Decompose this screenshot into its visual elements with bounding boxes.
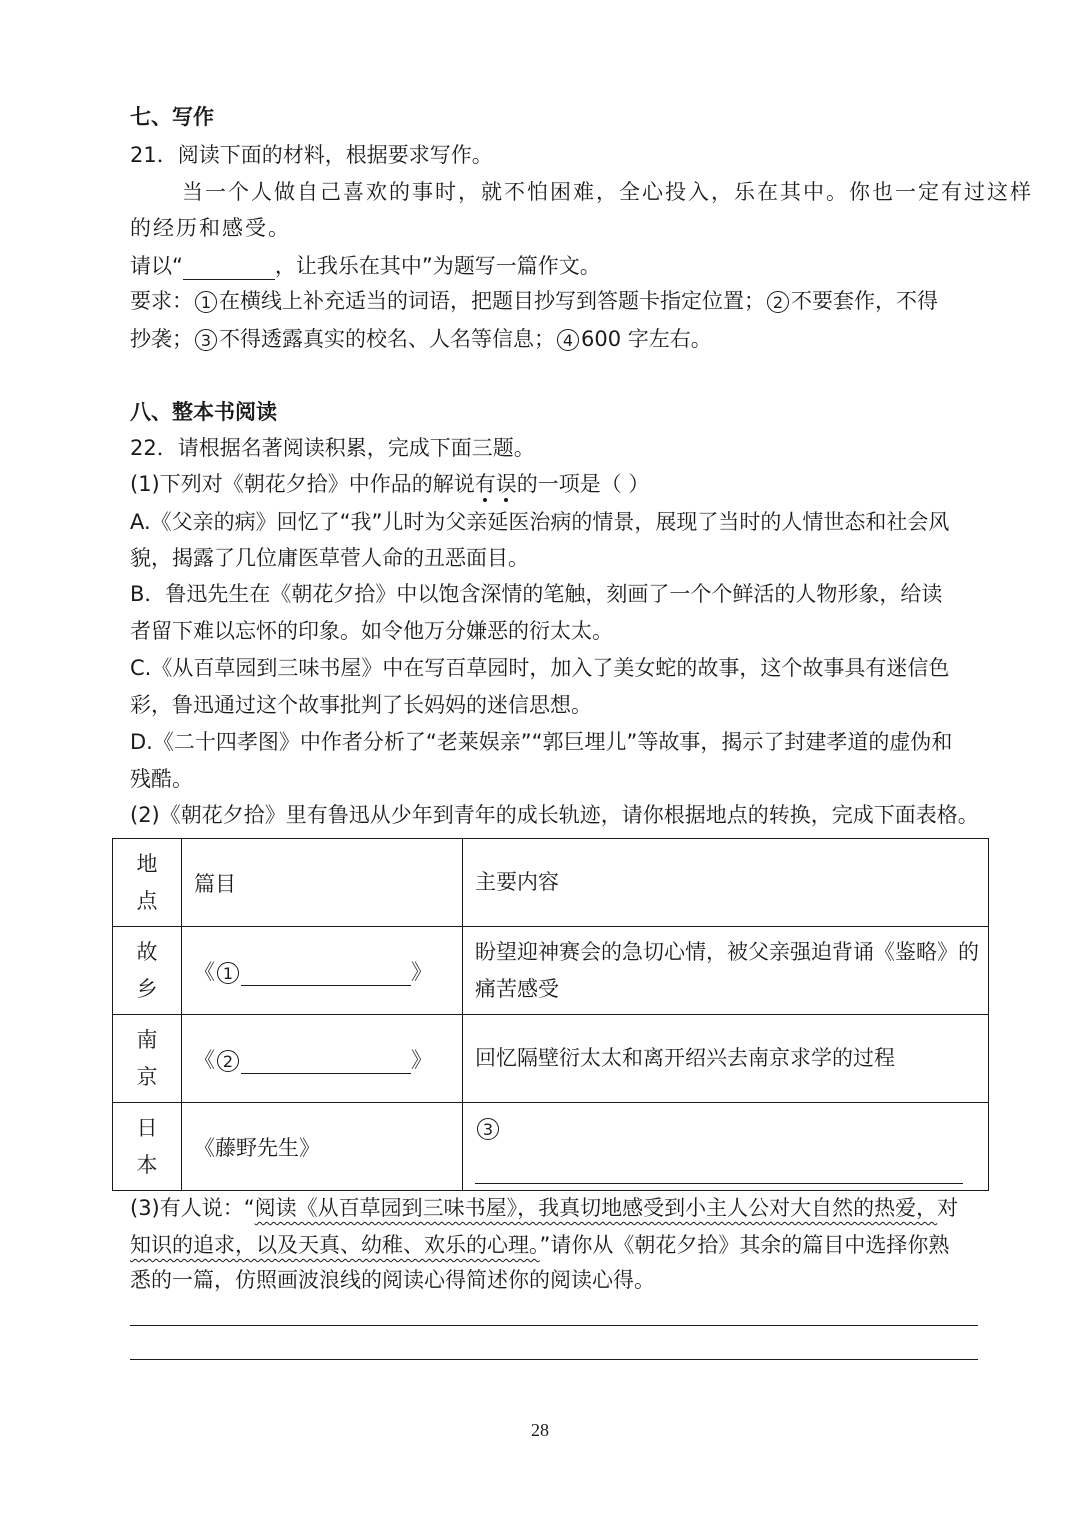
- circled-number-3: 3: [477, 1118, 499, 1140]
- option-b-line-2: 者留下难以忘怀的印象。如令他万分嫌恶的衍太太。: [130, 619, 613, 643]
- title-blank-2[interactable]: 《 2 》: [182, 1015, 463, 1103]
- question-21-stem: 21．阅读下面的材料，根据要求写作。: [130, 143, 493, 167]
- content-blank-3[interactable]: [463, 1103, 989, 1191]
- material-line-1: 当一个人做自己喜欢的事时，就不怕困难，全心投入，乐在其中。你也一定有过这样: [182, 180, 1033, 204]
- table-row: [113, 1103, 989, 1191]
- q3-tail-2: ”请你从《朝花夕拾》其余的篇目中选择你熟: [539, 1233, 950, 1257]
- sub-question-3-line-2: [130, 1231, 949, 1259]
- requirement-2-cont: 抄袭；: [130, 327, 193, 351]
- circled-number-3: 3: [195, 329, 217, 351]
- circled-number-4: 4: [557, 329, 579, 351]
- sub-question-2: (2)《朝花夕拾》里有鲁迅从少年到青年的成长轨迹，请你根据地点的转换，完成下面表格。: [130, 803, 979, 827]
- requirement-2: 不要套作，不得: [791, 289, 938, 313]
- essay-prompt: [130, 252, 601, 280]
- option-d-line-1: D.《二十四孝图》中作者分析了“老莱娱亲”“郭巨埋儿”等故事，揭示了封建孝道的虚伪和: [130, 730, 953, 754]
- option-a-line-2: 貌，揭露了几位庸医草菅人命的丑恶面目。: [130, 546, 529, 570]
- q3-prefix: (3)有人说：“: [130, 1196, 255, 1220]
- header-title: 篇目: [182, 839, 463, 927]
- growth-track-table: [112, 838, 989, 1191]
- prompt-suffix: ，让我乐在其中”为题写一篇作文。: [274, 254, 601, 278]
- answer-line-2[interactable]: [130, 1359, 978, 1360]
- q3-tail: 对: [937, 1196, 959, 1220]
- requirement-1: 在横线上补充适当的词语，把题目抄写到答题卡指定位置；: [219, 289, 765, 313]
- place-hometown: 故 乡: [113, 927, 182, 1015]
- table-header-row: [113, 839, 989, 927]
- option-c-line-1: C.《从百草园到三味书屋》中在写百草园时，加入了美女蛇的故事，这个故事具有迷信色: [130, 656, 950, 680]
- circled-number-2: 2: [217, 1050, 239, 1072]
- prompt-prefix: 请以“: [130, 254, 183, 278]
- question-22-stem: 22．请根据名著阅读积累，完成下面三题。: [130, 436, 535, 460]
- requirement-3: 不得透露真实的校名、人名等信息；: [219, 327, 555, 351]
- wavy-underlined-text: 阅读《从百草园到三味书屋》，我真切地感受到小主人公对大自然的热爱，: [254, 1196, 938, 1220]
- wavy-underlined-text: 知识的追求，以及天真、幼稚、欢乐的心理。: [130, 1233, 540, 1257]
- circled-number-1: 1: [217, 962, 239, 984]
- title-fujino: 《藤野先生》: [182, 1103, 463, 1191]
- sub-question-1: [130, 470, 649, 498]
- section-7-heading: 七、写作: [130, 105, 214, 129]
- option-b-line-1: B．鲁迅先生在《朝花夕拾》中以饱含深情的笔触，刻画了一个个鲜活的人物形象，给读: [130, 582, 943, 606]
- title-blank[interactable]: [183, 257, 275, 280]
- content-hometown: 盼望迎神赛会的急切心情，被父亲强迫背诵《鉴略》的 痛苦感受: [463, 927, 989, 1015]
- requirements-line-2: [130, 325, 712, 353]
- place-nanjing: 南 京: [113, 1015, 182, 1103]
- sub-question-3-line-3: 悉的一篇，仿照画波浪线的阅读心得简述你的阅读心得。: [130, 1268, 655, 1292]
- section-8-heading: 八、整本书阅读: [130, 400, 277, 424]
- requirements-line-1: [130, 287, 938, 315]
- option-a-line-1: A.《父亲的病》回忆了“我”儿时为父亲延医治病的情景，展现了当时的人情世态和社会风: [130, 510, 950, 534]
- circled-number-1: 1: [195, 291, 217, 313]
- sub-question-1-text: (1)下列对《朝花夕拾》中作品的解说: [130, 472, 475, 496]
- answer-line-1[interactable]: [130, 1325, 978, 1326]
- content-nanjing: 回忆隔壁衍太太和离开绍兴去南京求学的过程: [463, 1015, 989, 1103]
- table-row: [113, 1015, 989, 1103]
- title-blank-1[interactable]: 《 1 》: [182, 927, 463, 1015]
- requirements-label: 要求：: [130, 289, 193, 313]
- table-row: [113, 927, 989, 1015]
- answer-paren[interactable]: 的一项是（ ）: [516, 472, 650, 496]
- material-line-2: 的经历和感受。: [130, 216, 291, 240]
- header-place: 地 点: [113, 839, 182, 927]
- emphasis-char: 有: [474, 472, 496, 496]
- emphasis-char: 误: [495, 472, 517, 496]
- option-c-line-2: 彩，鲁迅通过这个故事批判了长妈妈的迷信思想。: [130, 693, 592, 717]
- circled-number-2: 2: [767, 291, 789, 313]
- header-content: 主要内容: [463, 839, 989, 927]
- page-number: 28: [531, 1420, 549, 1440]
- option-d-line-2: 残酷。: [130, 767, 193, 791]
- requirement-4: 600 字左右。: [581, 327, 712, 351]
- sub-question-3-line-1: [130, 1194, 958, 1222]
- place-japan: 日 本: [113, 1103, 182, 1191]
